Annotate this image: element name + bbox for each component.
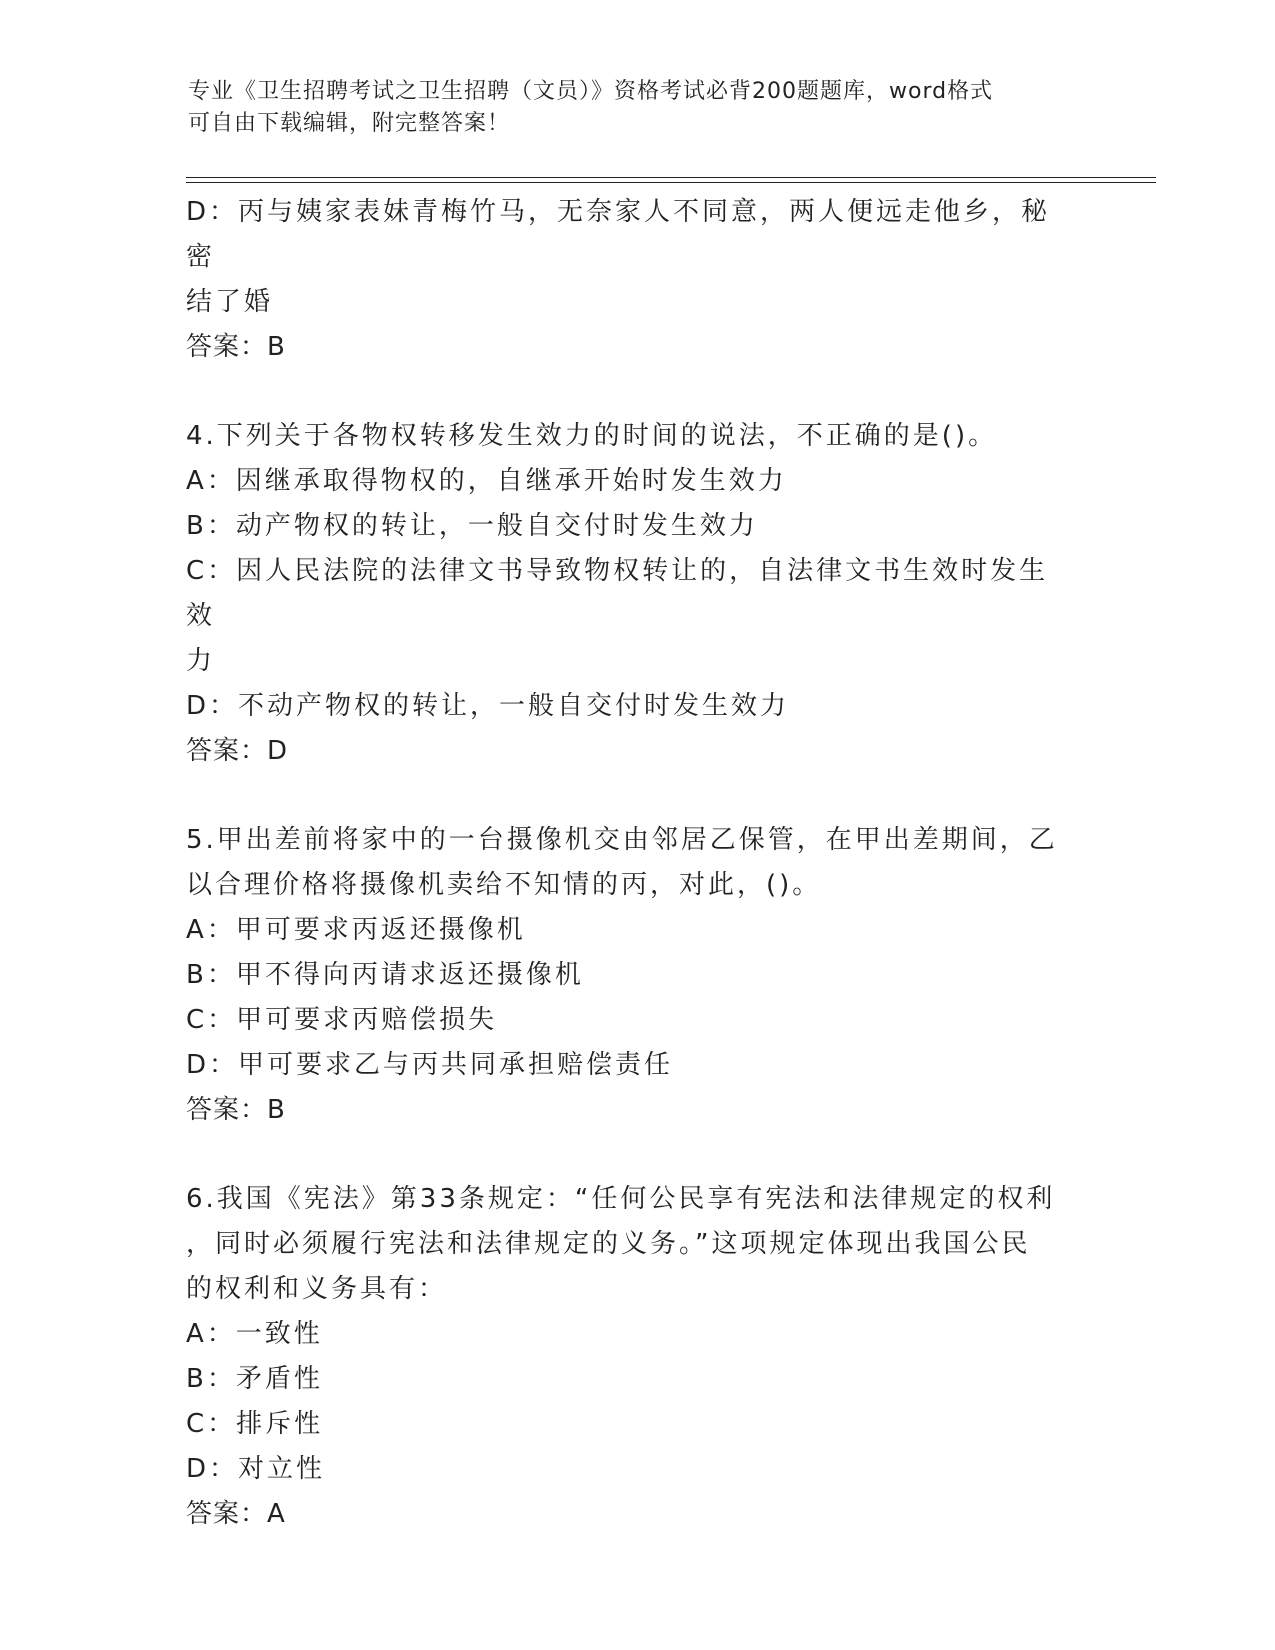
option-a: A：一致性 [186,1319,323,1349]
header-line-2: 可自由下载编辑，附完整答案！ [188,111,511,136]
question-stem-continued: 以合理价格将摄像机卖给不知情的丙，对此，()。 [186,870,822,900]
question-list [186,190,1066,1537]
option-b: B：甲不得向丙请求返还摄像机 [186,960,584,990]
question-stem-continued: 的权利和义务具有： [186,1274,448,1304]
option-d: D：丙与姨家表妹青梅竹马，无奈家人不同意，两人便远走他乡，秘密 [186,197,1051,272]
option-c: C：因人民法院的法律文书导致物权转让的，自法律文书生效时发生效 [186,556,1049,631]
option-a: A：因继承取得物权的，自继承开始时发生效力 [186,466,787,496]
answer: 答案：B [186,332,286,362]
option-a: A：甲可要求丙返还摄像机 [186,915,526,945]
document-header [188,76,1068,140]
answer: 答案：B [186,1095,286,1125]
question-6 [186,1177,1066,1537]
header-divider-bottom [186,182,1156,183]
question-stem: 6.我国《宪法》第33条规定：“任何公民享有宪法和法律规定的权利 [186,1184,1056,1214]
option-c: C：排斥性 [186,1409,324,1439]
question-stem: 4.下列关于各物权转移发生效力的时间的说法，不正确的是()。 [186,421,998,451]
question-3-tail [186,190,1066,370]
answer: 答案：A [186,1499,286,1529]
header-divider-top [186,177,1156,178]
header-line-1: 专业《卫生招聘考试之卫生招聘（文员）》资格考试必背200题题库，word格式 [188,79,994,104]
option-c: C：甲可要求丙赔偿损失 [186,1005,498,1035]
option-c-continued: 力 [186,646,216,676]
option-d: D：甲可要求乙与丙共同承担赔偿责任 [186,1050,674,1080]
question-5 [186,818,1066,1133]
option-d: D：对立性 [186,1454,326,1484]
option-b: B：矛盾性 [186,1364,323,1394]
question-stem-continued: ，同时必须履行宪法和法律规定的义务。”这项规定体现出我国公民 [186,1229,1031,1259]
question-4 [186,414,1066,774]
option-d: D：不动产物权的转让，一般自交付时发生效力 [186,691,790,721]
answer: 答案：D [186,736,289,766]
option-b: B：动产物权的转让，一般自交付时发生效力 [186,511,758,541]
option-d-continued: 结了婚 [186,287,274,317]
question-stem: 5.甲出差前将家中的一台摄像机交由邻居乙保管，在甲出差期间，乙 [186,825,1058,855]
